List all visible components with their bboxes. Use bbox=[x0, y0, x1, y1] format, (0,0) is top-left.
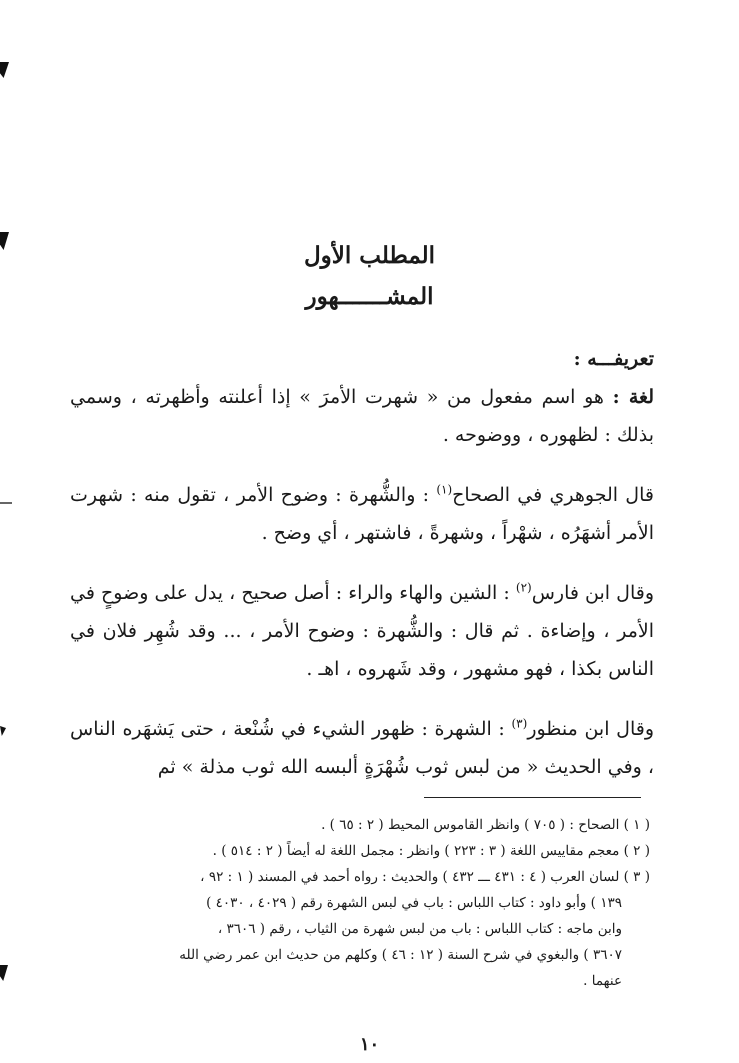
faris-text: : الشين والهاء والراء : أصل صحيح ، يدل على وضوحٍ في الأمر ، وإضاءة . ثم قال : والشُّهرة : وضوح الأمر ، ... وقد شُهِر فلان في الناس بكذا ، فهو مشهور ، وقد شَهروه ، اهـ . bbox=[70, 582, 654, 680]
lugha-text: هو اسم مفعول من « شهرت الأمرَ » إذا أعلنته وأظهرته ، وسمي بذلك : لظهوره ، ووضوحه . bbox=[70, 386, 654, 446]
footnote-divider bbox=[424, 797, 641, 798]
footnote-ref-1[interactable]: (١) bbox=[436, 482, 453, 497]
section-heading: المشـــــــهور bbox=[305, 283, 434, 310]
manzur-text: : الشهرة : ظهور الشيء في شُنْعة ، حتى يَشهَره الناس ، وفي الحديث « من لبس ثوب شُهْرَةٍ ألبسه الله ثوب مذلة » ثم bbox=[70, 718, 654, 778]
footnote-3-line-2: ١٣٩ ) وأبو داود : كتاب اللباس : باب في لبس الشهرة رقم ( ٤٠٢٩ ، ٤٠٣٠ ) bbox=[206, 895, 622, 911]
footnote-2: ( ٢ ) معجم مقاييس اللغة ( ٣ : ٢٢٣ ) وانظر : مجمل اللغة له أيضاً ( ٢ : ٥١٤ ) . bbox=[212, 843, 650, 859]
jawhari-paragraph bbox=[70, 476, 654, 552]
jawhari-text: : والشُّهرة : وضوح الأمر ، تقول منه : شهرت الأمر أشهَرُه ، شهْراً ، وشهرةً ، فاشتهر ، أي وضح . bbox=[70, 484, 654, 544]
margin-mark bbox=[0, 965, 8, 981]
footnote-3-line-3: وابن ماجه : كتاب اللباس : باب من لبس شهرة من الثياب ، رقم ( ٣٦٠٦ ، bbox=[217, 921, 622, 937]
main-text bbox=[70, 340, 654, 786]
lugha-label: لغة : bbox=[612, 386, 654, 408]
footnotes bbox=[60, 812, 650, 994]
margin-mark bbox=[0, 502, 12, 504]
footnote-ref-2[interactable]: (٢) bbox=[515, 580, 532, 595]
footnote-1: ( ١ ) الصحاح : ( ٧٠٥ ) وانظر القاموس المحيط ( ٢ : ٦٥ ) . bbox=[321, 817, 650, 833]
margin-mark bbox=[0, 726, 6, 736]
manzur-paragraph bbox=[70, 710, 654, 786]
footnote-3-line-4: ٣٦٠٧ ) والبغوي في شرح السنة ( ١٢ : ٤٦ ) وكلهم من حديث ابن عمر رضي الله bbox=[179, 947, 622, 963]
definition-heading: تعريفـــه : bbox=[573, 348, 654, 370]
margin-mark bbox=[0, 62, 9, 78]
footnote-3: ( ٣ ) لسان العرب ( ٤ : ٤٣١ ـــ ٤٣٢ ) والحديث : رواه أحمد في المسند ( ١ : ٩٢ ، bbox=[200, 869, 650, 885]
chapter-heading: المطلب الأول bbox=[303, 242, 436, 269]
manzur-prefix: وقال ابن منظور bbox=[527, 718, 654, 740]
page-number: ١٠ bbox=[359, 1034, 380, 1055]
faris-prefix: وقال ابن فارس bbox=[531, 582, 654, 604]
lugha-paragraph bbox=[70, 378, 654, 454]
footnote-3-line-5: عنهما . bbox=[583, 973, 622, 989]
faris-paragraph bbox=[70, 574, 654, 688]
footnote-ref-3[interactable]: (٣) bbox=[511, 716, 528, 731]
jawhari-prefix: قال الجوهري في الصحاح bbox=[452, 484, 654, 506]
